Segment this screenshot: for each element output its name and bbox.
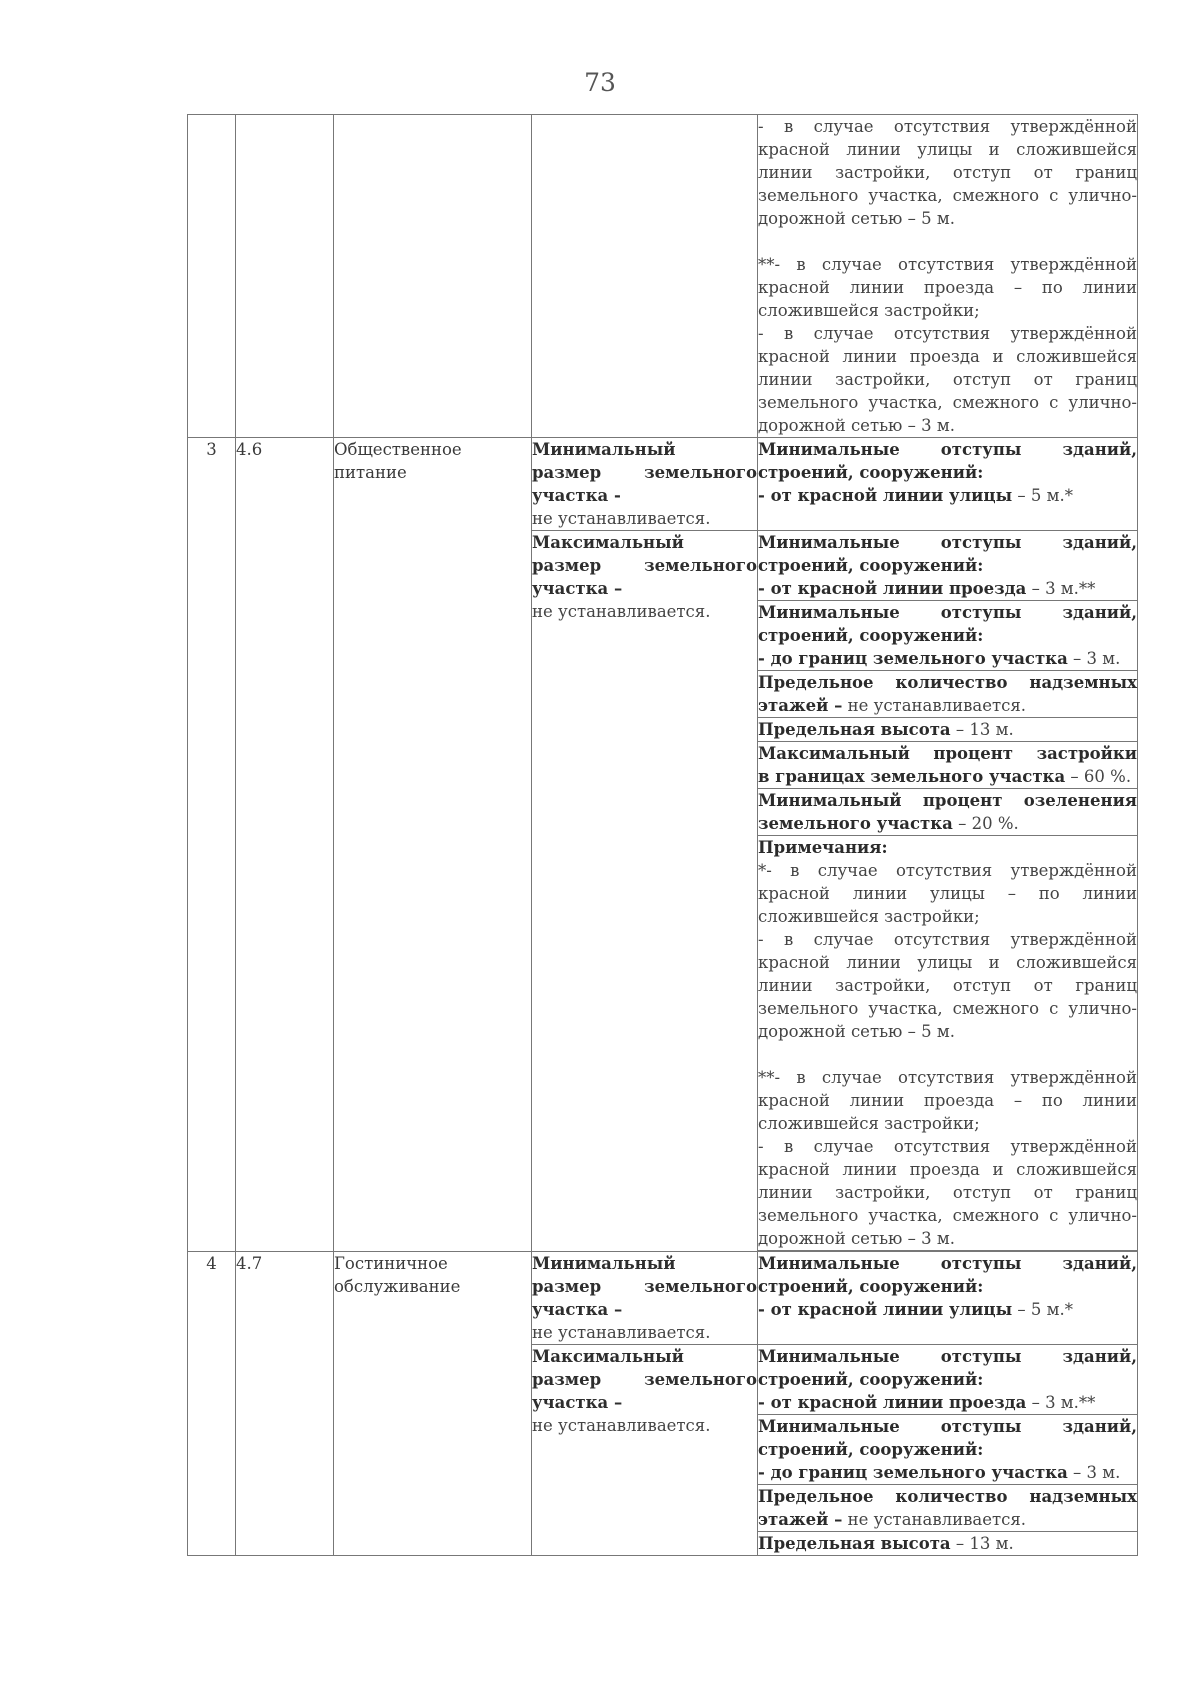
note-line: *- в случае отсутствия утверждённой (758, 861, 1137, 880)
param-label: Минимальные отступы зданий, (758, 440, 1137, 459)
notes-continuation (758, 115, 1138, 438)
param-boundary-setback (758, 1415, 1138, 1485)
param-label: - до границ земельного участка (758, 1463, 1068, 1482)
note-line: земельного участка, смежного с улично- (758, 393, 1137, 412)
use-name-text: Гостиничное обслуживание (334, 1254, 461, 1296)
param-label: в границах земельного участка (758, 767, 1066, 786)
param-label: строений, сооружений: (758, 1440, 984, 1459)
param-value: – 5 м.* (1012, 486, 1073, 505)
size-label: размер земельного (532, 463, 757, 482)
note-line: дорожной сетью – 5 м. (758, 209, 955, 228)
row-code: 4.6 (236, 438, 334, 1252)
param-label: Предельная высота (758, 1534, 951, 1553)
row-number: 4 (188, 1252, 236, 1556)
param-label: строений, сооружений: (758, 556, 984, 575)
size-label: Максимальный (532, 533, 684, 552)
row-use-name (334, 438, 532, 1252)
table-row (188, 1252, 1138, 1345)
note-line: земельного участка, смежного с улично- (758, 999, 1137, 1018)
param-value: – 3 м.** (1026, 1393, 1096, 1412)
size-label: участка – (532, 1300, 623, 1319)
row-use-name (334, 1252, 532, 1556)
note-line: линии застройки, отступ от границ (758, 163, 1137, 182)
note-line: линии застройки, отступ от границ (758, 976, 1137, 995)
param-floors (758, 671, 1138, 718)
param-label: - до границ земельного участка (758, 649, 1068, 668)
param-boundary-setback (758, 601, 1138, 671)
regulations-table (187, 114, 1138, 1556)
param-value: – 3 м. (1067, 1463, 1121, 1482)
note-line: красной линии улицы и сложившейся (758, 953, 1137, 972)
note-line: красной линии улицы – по линии (758, 884, 1137, 903)
empty-cell (188, 115, 236, 438)
param-value: – 60 %. (1065, 767, 1132, 786)
note-line: - в случае отсутствия утверждённой (758, 117, 1137, 136)
param-label: этажей – (758, 1510, 843, 1529)
note-line: сложившейся застройки; (758, 907, 980, 926)
note-line: **- в случае отсутствия утверждённой (758, 1068, 1137, 1087)
param-value: – 13 м. (950, 720, 1014, 739)
param-label: Минимальные отступы зданий, (758, 603, 1137, 622)
note-line: дорожной сетью – 3 м. (758, 1229, 955, 1248)
max-plot-size (532, 1345, 758, 1556)
empty-cell (334, 115, 532, 438)
note-line: **- в случае отсутствия утверждённой (758, 255, 1137, 274)
note-line: земельного участка, смежного с улично- (758, 186, 1137, 205)
param-height (758, 1532, 1138, 1556)
param-height (758, 718, 1138, 742)
note-line: сложившейся застройки; (758, 1114, 980, 1133)
size-label: Минимальный (532, 1254, 676, 1273)
note-line: дорожной сетью – 3 м. (758, 416, 955, 435)
note-line: - в случае отсутствия утверждённой (758, 1137, 1137, 1156)
row-code: 4.7 (236, 1252, 334, 1556)
param-value: не устанавливается. (842, 1510, 1027, 1529)
note-line: красной линии проезда и сложившейся (758, 347, 1137, 366)
note-line: красной линии улицы и сложившейся (758, 140, 1137, 159)
note-line: красной линии проезда – по линии (758, 1091, 1137, 1110)
min-plot-size (532, 1252, 758, 1345)
param-label: Максимальный процент застройки (758, 744, 1137, 763)
param-label: Предельное количество надземных (758, 1487, 1137, 1506)
note-line: линии застройки, отступ от границ (758, 370, 1137, 389)
param-label: Минимальные отступы зданий, (758, 1254, 1137, 1273)
note-line: сложившейся застройки; (758, 301, 980, 320)
param-floors (758, 1485, 1138, 1532)
param-label: строений, сооружений: (758, 626, 984, 645)
param-label: Минимальные отступы зданий, (758, 533, 1137, 552)
min-plot-size (532, 438, 758, 531)
row-number: 3 (188, 438, 236, 1252)
param-label: - от красной линии проезда (758, 579, 1027, 598)
param-label: земельного участка (758, 814, 953, 833)
empty-cell (236, 115, 334, 438)
size-label: размер земельного (532, 556, 757, 575)
param-street-setback (758, 1252, 1138, 1345)
table-row (188, 438, 1138, 531)
param-label: - от красной линии проезда (758, 1393, 1027, 1412)
note-line: - в случае отсутствия утверждённой (758, 324, 1137, 343)
size-label: участка – (532, 1393, 623, 1412)
size-label: участка – (532, 579, 623, 598)
param-label: строений, сооружений: (758, 1370, 984, 1389)
size-label: Минимальный (532, 440, 676, 459)
param-label: строений, сооружений: (758, 463, 984, 482)
param-value: – 5 м.* (1012, 1300, 1073, 1319)
size-label: участка - (532, 486, 621, 505)
size-label: Максимальный (532, 1347, 684, 1366)
param-label: Предельное количество надземных (758, 673, 1137, 692)
param-value: – 3 м.** (1026, 579, 1096, 598)
size-label: размер земельного (532, 1370, 757, 1389)
note-line: линии застройки, отступ от границ (758, 1183, 1137, 1202)
note-line: дорожной сетью – 5 м. (758, 1022, 955, 1041)
size-value: не устанавливается. (532, 1416, 711, 1435)
param-build-percent (758, 742, 1138, 789)
note-line: красной линии проезда – по линии (758, 278, 1137, 297)
note-line: - в случае отсутствия утверждённой (758, 930, 1137, 949)
size-value: не устанавливается. (532, 509, 711, 528)
notes-title: Примечания: (758, 838, 888, 857)
param-street-setback (758, 438, 1138, 531)
param-green-percent (758, 789, 1138, 836)
param-passage-setback (758, 1345, 1138, 1415)
param-label: Минимальные отступы зданий, (758, 1417, 1137, 1436)
param-label: - от красной линии улицы (758, 1300, 1013, 1319)
max-plot-size (532, 531, 758, 1252)
param-label: Минимальные отступы зданий, (758, 1347, 1137, 1366)
param-value: – 13 м. (950, 1534, 1014, 1553)
size-value: не устанавливается. (532, 602, 711, 621)
note-line: красной линии проезда и сложившейся (758, 1160, 1137, 1179)
param-label: Минимальный процент озеленения (758, 791, 1137, 810)
table-row-continuation (188, 115, 1138, 438)
empty-cell (532, 115, 758, 438)
param-value: – 20 %. (952, 814, 1019, 833)
param-label: Предельная высота (758, 720, 951, 739)
param-value: не устанавливается. (842, 696, 1027, 715)
notes-block (758, 836, 1138, 1251)
size-label: размер земельного (532, 1277, 757, 1296)
param-value: – 3 м. (1067, 649, 1121, 668)
page-number: 73 (584, 68, 616, 97)
size-value: не устанавливается. (532, 1323, 711, 1342)
param-label: строений, сооружений: (758, 1277, 984, 1296)
use-name-text: Общественное питание (334, 440, 462, 482)
param-label: этажей – (758, 696, 843, 715)
param-passage-setback (758, 531, 1138, 601)
param-label: - от красной линии улицы (758, 486, 1013, 505)
note-line: земельного участка, смежного с улично- (758, 1206, 1137, 1225)
